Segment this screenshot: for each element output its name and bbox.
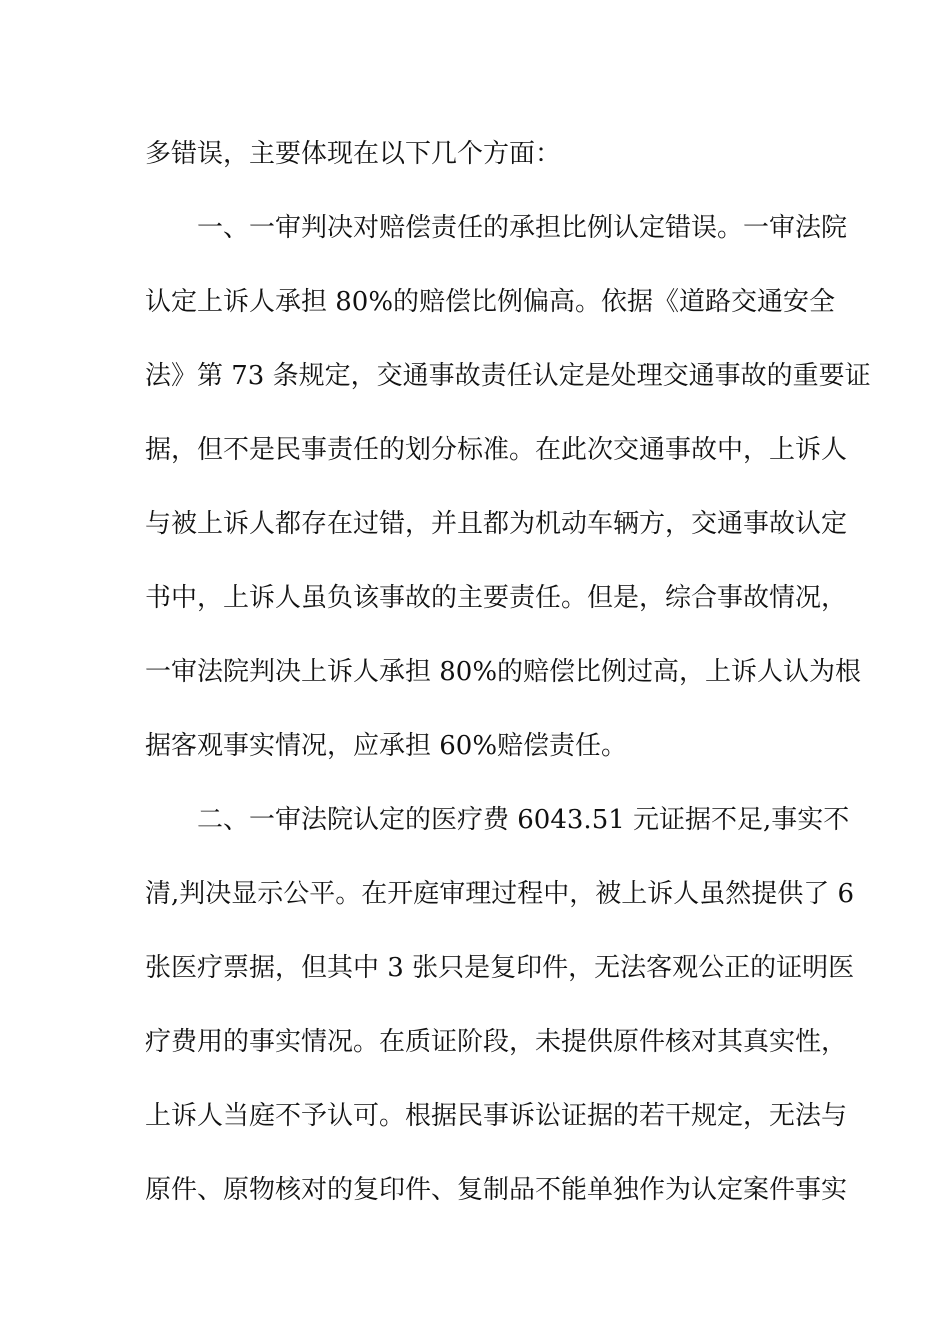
paragraph-1-first-line: 一、一审判决对赔偿责任的承担比例认定错误。一审法院: [197, 213, 848, 243]
paragraph-2-first-line: 二、一审法院认定的医疗费 6043.51 元证据不足,事实不: [197, 805, 850, 835]
text-line: 法》第 73 条规定，交通事故责任认定是处理交通事故的重要证: [145, 361, 871, 391]
text-line: 一审法院判决上诉人承担 80%的赔偿比例过高，上诉人认为根: [145, 657, 862, 687]
text-line: 上诉人当庭不予认可。根据民事诉讼证据的若干规定，无法与: [145, 1101, 848, 1131]
text-line: 清,判决显示公平。在开庭审理过程中，被上诉人虽然提供了 6: [145, 879, 855, 909]
text-line: 与被上诉人都存在过错，并且都为机动车辆方，交通事故认定: [145, 509, 848, 539]
text-line: 认定上诉人承担 80%的赔偿比例偏高。依据《道路交通安全: [145, 287, 836, 317]
text-line: 多错误，主要体现在以下几个方面：: [145, 139, 562, 169]
text-line: 原件、原物核对的复印件、复制品不能单独作为认定案件事实: [145, 1175, 848, 1205]
text-line: 据客观事实情况，应承担 60%赔偿责任。: [145, 731, 628, 761]
text-line: 张医疗票据，但其中 3 张只是复印件，无法客观公正的证明医: [145, 953, 855, 983]
text-line: 书中，上诉人虽负该事故的主要责任。但是，综合事故情况，: [145, 583, 848, 613]
text-line: 疗费用的事实情况。在质证阶段，未提供原件核对其真实性，: [145, 1027, 848, 1057]
text-line: 据，但不是民事责任的划分标准。在此次交通事故中，上诉人: [145, 435, 848, 465]
